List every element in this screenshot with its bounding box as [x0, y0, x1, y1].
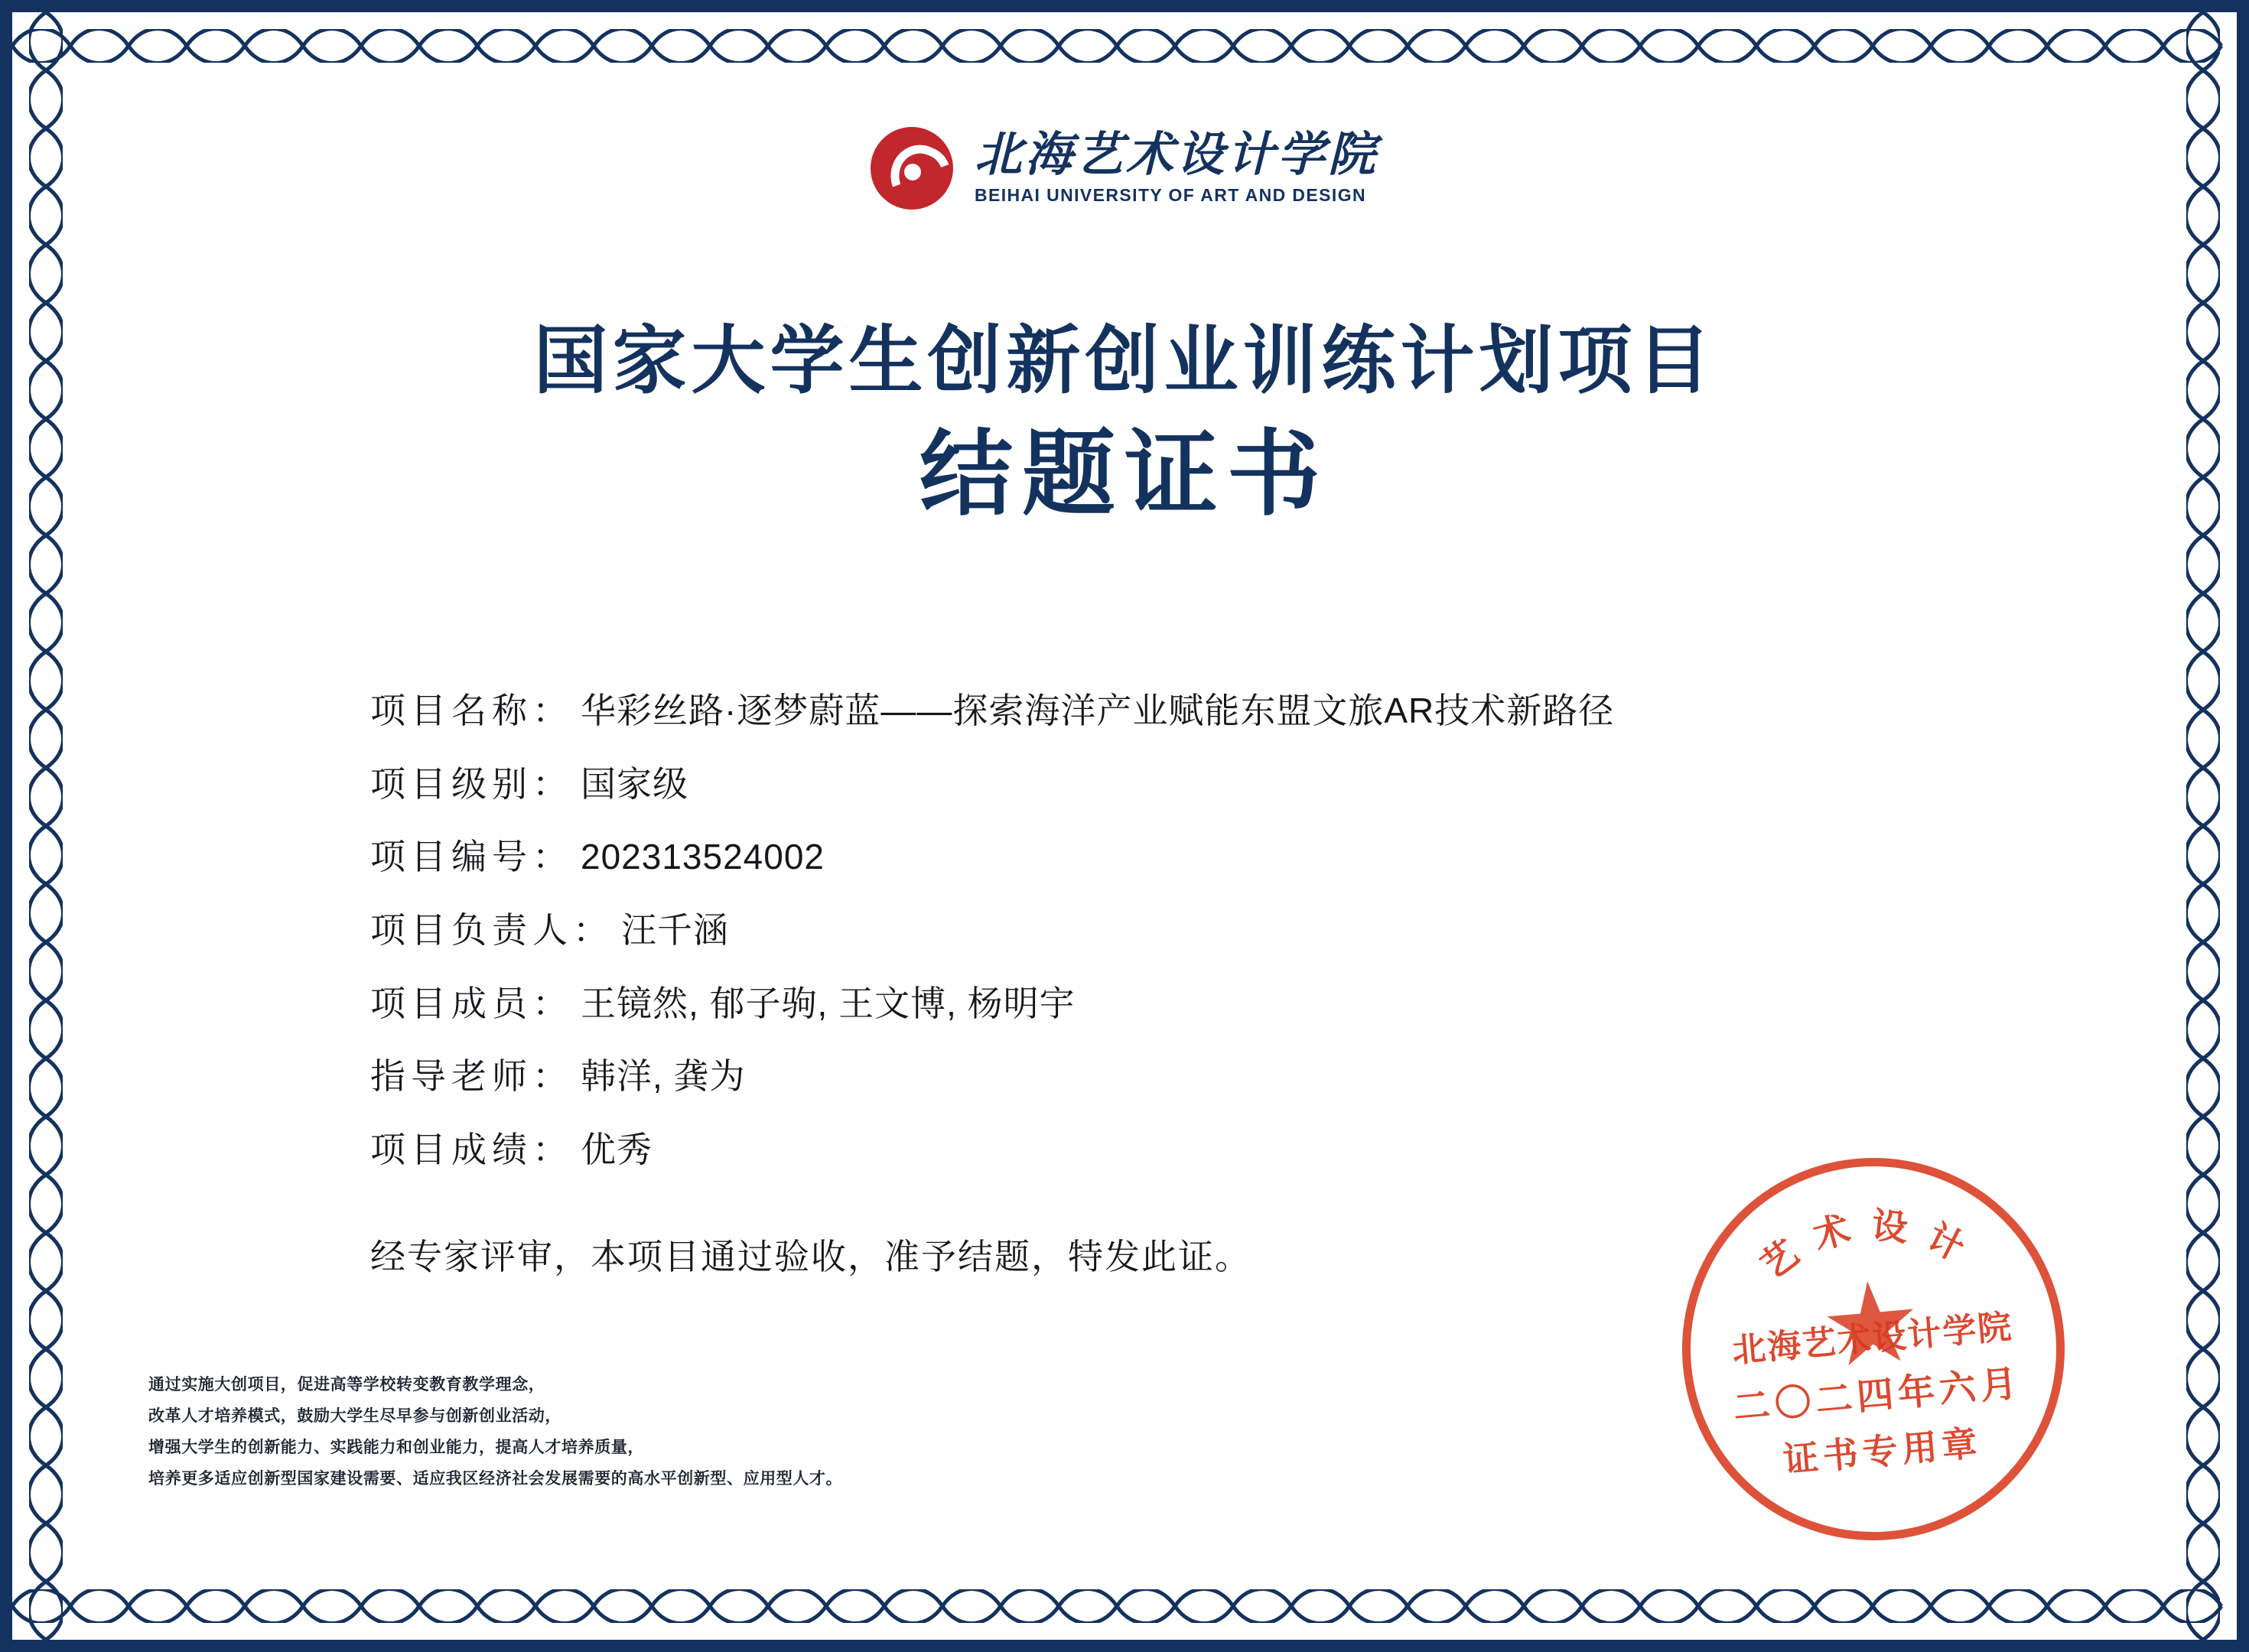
footnote-block — [148, 1369, 842, 1494]
footnote-line-1: 通过实施大创项目，促进高等学校转变教育教学理念， — [148, 1375, 545, 1394]
field-colon: ： — [532, 691, 573, 730]
certificate-paper — [12, 12, 2237, 1640]
approval-statement: 经专家评审，本项目通过验收，准予结题，特发此证。 — [370, 1236, 1251, 1276]
field-value: 优秀 — [581, 1130, 653, 1170]
field-colon: ： — [532, 1130, 573, 1170]
field-value: 汪千涵 — [621, 910, 729, 951]
field-value: 韩洋, 龚为 — [581, 1056, 746, 1097]
footnote-line-4: 培养更多适应创新型国家建设需要、适应我区经济社会发展需要的高水平创新型、应用型人才。 — [148, 1469, 843, 1488]
field-label: 项目成员 — [370, 983, 532, 1023]
official-seal-stamp — [1666, 1142, 2081, 1556]
rope-border-right-decoration — [2186, 12, 2220, 1640]
field-value: 国家级 — [581, 763, 688, 804]
seal-institution-line: 北海艺术设计学院 — [1730, 1308, 2015, 1370]
field-value: 华彩丝路·逐梦蔚蓝——探索海洋产业赋能东盟文旅AR技术新路径 — [581, 691, 1615, 730]
seal-purpose-line: 证书专用章 — [1781, 1423, 1984, 1480]
footnote-line-2: 改革人才培养模式，鼓励大学生尽早参与创新创业活动， — [148, 1406, 561, 1426]
university-name-en: BEIHAI UNIVERSITY OF ART AND DESIGN — [974, 185, 1367, 206]
field-value: 202313524002 — [581, 837, 825, 877]
field-project-level — [370, 759, 2068, 810]
certificate-titles — [12, 318, 2237, 535]
field-colon: ： — [532, 1056, 573, 1097]
rope-border-left-decoration — [29, 12, 63, 1640]
field-label: 项目名称 — [370, 691, 532, 730]
rope-border-top-decoration — [12, 29, 2237, 63]
university-name-cn: 北海艺术设计学院 — [974, 128, 1378, 181]
field-project-number — [370, 831, 2068, 883]
field-label: 指导老师 — [370, 1056, 532, 1097]
field-colon: ： — [532, 763, 573, 804]
field-label: 项目级别 — [370, 763, 532, 804]
field-project-members — [370, 978, 2068, 1029]
footnote-line-3: 增强大学生的创新能力、实践能力和创业能力，提高人才培养质量， — [148, 1438, 644, 1457]
page-subtitle: 结题证书 — [919, 424, 1330, 528]
certificate-header — [12, 127, 2237, 210]
field-label: 项目成绩 — [370, 1130, 532, 1170]
field-label: 项目编号 — [370, 837, 532, 877]
field-advisors — [370, 1051, 2068, 1102]
spiral-wave-logo-icon — [871, 127, 953, 210]
page-title: 国家大学生创新创业训练计划项目 — [533, 320, 1716, 402]
university-logo — [871, 127, 1378, 210]
field-value: 王镜然, 郁子驹, 王文博, 杨明宇 — [581, 983, 1076, 1023]
seal-arc-label: 艺 术 设 计 — [1753, 1205, 1975, 1287]
seal-date-line: 二〇二四年六月 — [1731, 1363, 2023, 1429]
university-name-block — [974, 128, 1378, 206]
field-project-leader — [370, 905, 2068, 956]
rope-border-bottom-decoration — [12, 1589, 2237, 1623]
field-colon: ： — [532, 837, 573, 877]
field-colon: ： — [573, 910, 614, 951]
field-project-name — [370, 685, 2068, 737]
field-label: 项目负责人 — [370, 910, 573, 951]
field-colon: ： — [532, 983, 573, 1023]
